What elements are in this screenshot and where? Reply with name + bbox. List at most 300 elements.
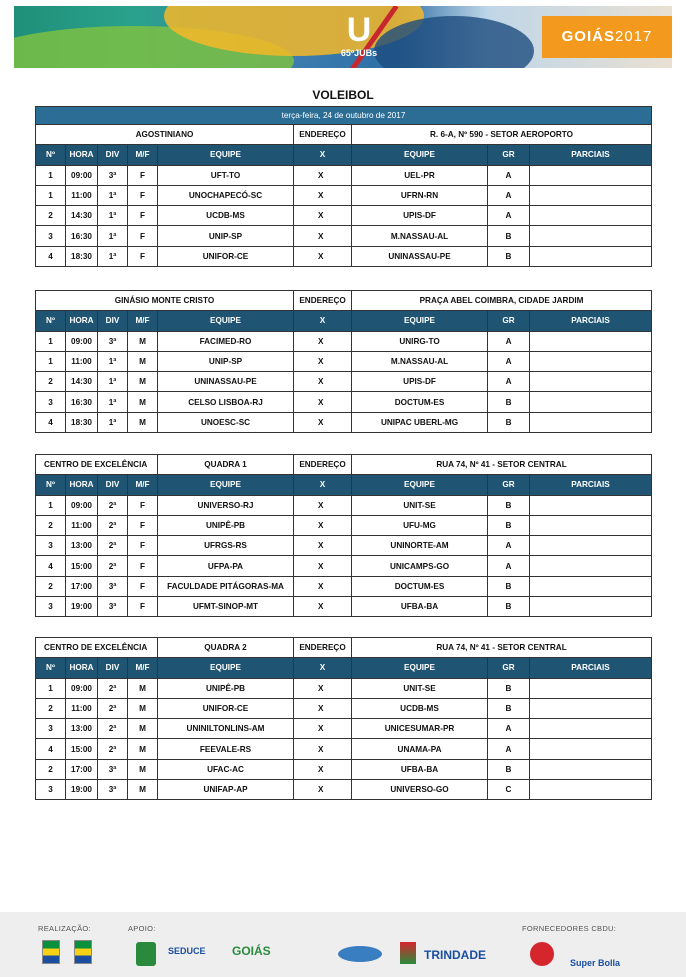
- game-gender: F: [128, 185, 158, 205]
- team-home: UNIPÊ-PB: [158, 515, 294, 535]
- team-away: UNINORTE-AM: [352, 536, 488, 556]
- header-banner: [14, 6, 672, 68]
- versus-mark: X: [294, 556, 352, 576]
- game-group: A: [488, 331, 530, 351]
- game-time: 11:00: [66, 351, 98, 371]
- game-group: A: [488, 739, 530, 759]
- versus-mark: X: [294, 372, 352, 392]
- table-row: [36, 698, 652, 718]
- game-division: 3ª: [98, 780, 128, 800]
- goias-state-logo: GOIÁS: [232, 944, 271, 958]
- game-division: 3ª: [98, 331, 128, 351]
- game-time: 09:00: [66, 331, 98, 351]
- game-time: 18:30: [66, 412, 98, 432]
- team-away: DOCTUM-ES: [352, 392, 488, 412]
- versus-mark: X: [294, 206, 352, 226]
- table-row: [36, 780, 652, 800]
- team-away: UFRN-RN: [352, 185, 488, 205]
- table-row: [36, 331, 652, 351]
- team-away: UEL-PR: [352, 165, 488, 185]
- game-number: 2: [36, 759, 66, 779]
- game-group: B: [488, 576, 530, 596]
- penalty-ball-icon: [530, 942, 554, 966]
- game-time: 14:30: [66, 372, 98, 392]
- team-away: M.NASSAU-AL: [352, 226, 488, 246]
- team-away: UFBA-BA: [352, 759, 488, 779]
- prefeitura-goiania-logo: [136, 942, 156, 966]
- game-group: B: [488, 246, 530, 266]
- column-header-equipe1: EQUIPE: [158, 475, 294, 495]
- team-home: UFAC-AC: [158, 759, 294, 779]
- venue-header-row: [36, 638, 652, 658]
- game-partials: [530, 206, 652, 226]
- venue-header-row: [36, 291, 652, 311]
- venue-schedule-table: [35, 290, 652, 433]
- venue-address: RUA 74, Nº 41 - SETOR CENTRAL: [352, 638, 652, 658]
- game-partials: [530, 392, 652, 412]
- game-number: 4: [36, 556, 66, 576]
- team-away: UNICESUMAR-PR: [352, 719, 488, 739]
- versus-mark: X: [294, 246, 352, 266]
- versus-mark: X: [294, 495, 352, 515]
- game-gender: M: [128, 412, 158, 432]
- game-time: 19:00: [66, 780, 98, 800]
- venue-header-row: [36, 125, 652, 145]
- game-partials: [530, 372, 652, 392]
- game-number: 2: [36, 206, 66, 226]
- team-home: UNOCHAPECÓ-SC: [158, 185, 294, 205]
- team-away: UFBA-BA: [352, 597, 488, 617]
- game-gender: M: [128, 351, 158, 371]
- team-away: UNIVERSO-GO: [352, 780, 488, 800]
- game-number: 4: [36, 412, 66, 432]
- game-group: A: [488, 206, 530, 226]
- game-group: B: [488, 759, 530, 779]
- team-away: UNIPAC UBERL-MG: [352, 412, 488, 432]
- column-header-gr: GR: [488, 475, 530, 495]
- game-number: 1: [36, 678, 66, 698]
- game-time: 11:00: [66, 185, 98, 205]
- brand-prefix: GOIÁS: [561, 28, 615, 45]
- game-number: 1: [36, 185, 66, 205]
- goias-2017-brand: [542, 16, 672, 58]
- team-away: UNIT-SE: [352, 495, 488, 515]
- table-row: [36, 246, 652, 266]
- table-row: [36, 759, 652, 779]
- team-home: UNIFAP-AP: [158, 780, 294, 800]
- game-partials: [530, 495, 652, 515]
- game-gender: F: [128, 576, 158, 596]
- game-division: 2ª: [98, 739, 128, 759]
- versus-mark: X: [294, 719, 352, 739]
- game-gender: F: [128, 495, 158, 515]
- game-division: 3ª: [98, 759, 128, 779]
- game-time: 09:00: [66, 165, 98, 185]
- column-header-hora: HORA: [66, 658, 98, 678]
- game-division: 3ª: [98, 576, 128, 596]
- date-cell: terça-feira, 24 de outubro de 2017: [36, 107, 652, 125]
- game-partials: [530, 719, 652, 739]
- team-home: UFRGS-RS: [158, 536, 294, 556]
- versus-mark: X: [294, 597, 352, 617]
- versus-mark: X: [294, 392, 352, 412]
- team-home: UCDB-MS: [158, 206, 294, 226]
- column-header-x: X: [294, 311, 352, 331]
- team-home: FACULDADE PITÁGORAS-MA: [158, 576, 294, 596]
- game-division: 3ª: [98, 165, 128, 185]
- game-group: B: [488, 412, 530, 432]
- column-header-equipe1: EQUIPE: [158, 658, 294, 678]
- column-header-n: Nº: [36, 658, 66, 678]
- endereco-label: ENDEREÇO: [294, 455, 352, 475]
- team-home: UNIPÊ-PB: [158, 678, 294, 698]
- table-row: [36, 226, 652, 246]
- game-group: B: [488, 597, 530, 617]
- table-row: [36, 597, 652, 617]
- game-group: B: [488, 515, 530, 535]
- game-number: 1: [36, 165, 66, 185]
- column-header-row: [36, 658, 652, 678]
- game-time: 16:30: [66, 392, 98, 412]
- venue-court: QUADRA 2: [158, 638, 294, 658]
- column-header-equipe2: EQUIPE: [352, 311, 488, 331]
- game-division: 2ª: [98, 719, 128, 739]
- trindade-emblem-icon: [400, 942, 416, 964]
- column-header-div: DIV: [98, 658, 128, 678]
- game-partials: [530, 597, 652, 617]
- game-division: 1ª: [98, 185, 128, 205]
- versus-mark: X: [294, 226, 352, 246]
- game-gender: M: [128, 331, 158, 351]
- game-time: 18:30: [66, 246, 98, 266]
- team-home: UFPA-PA: [158, 556, 294, 576]
- game-division: 1ª: [98, 226, 128, 246]
- super-bolla-logo: Super Bolla: [570, 958, 621, 968]
- column-header-parciais: PARCIAIS: [530, 658, 652, 678]
- team-home: UNINASSAU-PE: [158, 372, 294, 392]
- game-partials: [530, 536, 652, 556]
- team-home: FACIMED-RO: [158, 331, 294, 351]
- game-gender: M: [128, 719, 158, 739]
- column-header-mf: M/F: [128, 145, 158, 165]
- game-partials: [530, 246, 652, 266]
- game-partials: [530, 780, 652, 800]
- game-group: A: [488, 719, 530, 739]
- game-time: 15:00: [66, 556, 98, 576]
- game-number: 1: [36, 495, 66, 515]
- game-group: B: [488, 392, 530, 412]
- venue-schedule-table: [35, 106, 652, 267]
- column-header-x: X: [294, 145, 352, 165]
- jubs-logo-text: 65ºJUBs: [340, 48, 378, 58]
- game-division: 1ª: [98, 372, 128, 392]
- game-gender: M: [128, 698, 158, 718]
- game-time: 09:00: [66, 678, 98, 698]
- venue-name: CENTRO DE EXCELÊNCIA: [36, 455, 158, 475]
- game-partials: [530, 351, 652, 371]
- game-partials: [530, 678, 652, 698]
- column-header-gr: GR: [488, 311, 530, 331]
- column-header-parciais: PARCIAIS: [530, 145, 652, 165]
- game-gender: F: [128, 597, 158, 617]
- game-division: 2ª: [98, 495, 128, 515]
- team-home: UNOESC-SC: [158, 412, 294, 432]
- team-away: UNIT-SE: [352, 678, 488, 698]
- game-number: 3: [36, 536, 66, 556]
- column-header-div: DIV: [98, 475, 128, 495]
- versus-mark: X: [294, 678, 352, 698]
- game-gender: F: [128, 515, 158, 535]
- venue-header-row: [36, 455, 652, 475]
- versus-mark: X: [294, 412, 352, 432]
- game-gender: M: [128, 392, 158, 412]
- team-home: UNIVERSO-RJ: [158, 495, 294, 515]
- column-header-div: DIV: [98, 145, 128, 165]
- column-header-n: Nº: [36, 475, 66, 495]
- seduce-logo: SEDUCE: [168, 946, 206, 956]
- game-time: 17:00: [66, 576, 98, 596]
- team-away: UPIS-DF: [352, 372, 488, 392]
- game-partials: [530, 556, 652, 576]
- column-header-row: [36, 311, 652, 331]
- versus-mark: X: [294, 576, 352, 596]
- table-row: [36, 495, 652, 515]
- venue-address: RUA 74, Nº 41 - SETOR CENTRAL: [352, 455, 652, 475]
- versus-mark: X: [294, 515, 352, 535]
- column-header-mf: M/F: [128, 311, 158, 331]
- game-gender: M: [128, 739, 158, 759]
- game-number: 4: [36, 739, 66, 759]
- game-number: 4: [36, 246, 66, 266]
- game-number: 3: [36, 392, 66, 412]
- date-row: [36, 107, 652, 125]
- game-time: 11:00: [66, 698, 98, 718]
- team-away: UCDB-MS: [352, 698, 488, 718]
- jubs-logo: [329, 12, 389, 64]
- brand-year: 2017: [614, 28, 653, 45]
- column-header-div: DIV: [98, 311, 128, 331]
- game-time: 11:00: [66, 515, 98, 535]
- column-header-hora: HORA: [66, 145, 98, 165]
- game-division: 1ª: [98, 412, 128, 432]
- game-group: A: [488, 185, 530, 205]
- endereco-label: ENDEREÇO: [294, 291, 352, 311]
- game-number: 2: [36, 576, 66, 596]
- sponsor-footer: [0, 912, 686, 977]
- column-header-equipe1: EQUIPE: [158, 311, 294, 331]
- page-title: VOLEIBOL: [312, 88, 374, 102]
- game-gender: F: [128, 246, 158, 266]
- brasil-esporte-logo: [338, 946, 382, 962]
- game-division: 2ª: [98, 536, 128, 556]
- column-header-parciais: PARCIAIS: [530, 311, 652, 331]
- table-row: [36, 515, 652, 535]
- column-header-gr: GR: [488, 145, 530, 165]
- game-group: B: [488, 226, 530, 246]
- team-away: UPIS-DF: [352, 206, 488, 226]
- game-group: A: [488, 372, 530, 392]
- game-division: 2ª: [98, 678, 128, 698]
- game-gender: F: [128, 165, 158, 185]
- brasil-flag-logo: [42, 940, 60, 964]
- column-header-mf: M/F: [128, 658, 158, 678]
- team-home: UNINILTONLINS-AM: [158, 719, 294, 739]
- versus-mark: X: [294, 698, 352, 718]
- column-header-equipe2: EQUIPE: [352, 658, 488, 678]
- game-division: 3ª: [98, 597, 128, 617]
- jubs-logo-letter: U: [346, 11, 372, 49]
- column-header-hora: HORA: [66, 311, 98, 331]
- column-header-n: Nº: [36, 311, 66, 331]
- table-row: [36, 392, 652, 412]
- team-away: UNAMA-PA: [352, 739, 488, 759]
- column-header-x: X: [294, 475, 352, 495]
- game-gender: F: [128, 536, 158, 556]
- column-header-parciais: PARCIAIS: [530, 475, 652, 495]
- game-number: 3: [36, 719, 66, 739]
- venue-address: R. 6-A, Nº 590 - SETOR AEROPORTO: [352, 125, 652, 145]
- team-home: UNIP-SP: [158, 226, 294, 246]
- game-gender: M: [128, 678, 158, 698]
- column-header-mf: M/F: [128, 475, 158, 495]
- table-row: [36, 739, 652, 759]
- game-time: 13:00: [66, 536, 98, 556]
- column-header-row: [36, 145, 652, 165]
- team-away: M.NASSAU-AL: [352, 351, 488, 371]
- endereco-label: ENDEREÇO: [294, 638, 352, 658]
- column-header-n: Nº: [36, 145, 66, 165]
- table-row: [36, 576, 652, 596]
- game-partials: [530, 412, 652, 432]
- game-partials: [530, 165, 652, 185]
- game-partials: [530, 185, 652, 205]
- table-row: [36, 412, 652, 432]
- game-partials: [530, 576, 652, 596]
- game-time: 16:30: [66, 226, 98, 246]
- realizacao-label: REALIZAÇÃO:: [38, 924, 91, 933]
- table-row: [36, 556, 652, 576]
- game-time: 17:00: [66, 759, 98, 779]
- endereco-label: ENDEREÇO: [294, 125, 352, 145]
- versus-mark: X: [294, 780, 352, 800]
- column-header-equipe2: EQUIPE: [352, 145, 488, 165]
- team-home: UNIFOR-CE: [158, 698, 294, 718]
- venue-name: CENTRO DE EXCELÊNCIA: [36, 638, 158, 658]
- venue-court: QUADRA 1: [158, 455, 294, 475]
- game-group: A: [488, 536, 530, 556]
- game-number: 1: [36, 331, 66, 351]
- goias-flag-logo: [74, 940, 92, 964]
- game-group: B: [488, 678, 530, 698]
- team-away: UNINASSAU-PE: [352, 246, 488, 266]
- game-time: 14:30: [66, 206, 98, 226]
- column-header-hora: HORA: [66, 475, 98, 495]
- game-partials: [530, 331, 652, 351]
- versus-mark: X: [294, 536, 352, 556]
- game-division: 1ª: [98, 351, 128, 371]
- versus-mark: X: [294, 185, 352, 205]
- venue-name: AGOSTINIANO: [36, 125, 294, 145]
- game-division: 2ª: [98, 515, 128, 535]
- venue-address: PRAÇA ABEL COIMBRA, CIDADE JARDIM: [352, 291, 652, 311]
- table-row: [36, 719, 652, 739]
- game-number: 1: [36, 351, 66, 371]
- venue-name: GINÁSIO MONTE CRISTO: [36, 291, 294, 311]
- table-row: [36, 185, 652, 205]
- game-number: 2: [36, 698, 66, 718]
- team-home: FEEVALE-RS: [158, 739, 294, 759]
- versus-mark: X: [294, 331, 352, 351]
- venue-schedule-table: [35, 454, 652, 617]
- column-header-equipe2: EQUIPE: [352, 475, 488, 495]
- versus-mark: X: [294, 165, 352, 185]
- game-partials: [530, 515, 652, 535]
- game-partials: [530, 226, 652, 246]
- game-gender: F: [128, 556, 158, 576]
- game-number: 3: [36, 597, 66, 617]
- fornecedores-label: FORNECEDORES CBDU:: [522, 924, 617, 933]
- game-division: 2ª: [98, 556, 128, 576]
- team-home: UFMT-SINOP-MT: [158, 597, 294, 617]
- game-group: A: [488, 165, 530, 185]
- table-row: [36, 372, 652, 392]
- game-partials: [530, 759, 652, 779]
- team-away: UNICAMPS-GO: [352, 556, 488, 576]
- game-gender: F: [128, 226, 158, 246]
- team-home: UNIP-SP: [158, 351, 294, 371]
- game-time: 19:00: [66, 597, 98, 617]
- game-gender: M: [128, 372, 158, 392]
- versus-mark: X: [294, 739, 352, 759]
- game-partials: [530, 698, 652, 718]
- game-gender: F: [128, 206, 158, 226]
- game-group: A: [488, 556, 530, 576]
- game-gender: M: [128, 759, 158, 779]
- game-group: A: [488, 351, 530, 371]
- table-row: [36, 536, 652, 556]
- versus-mark: X: [294, 759, 352, 779]
- table-row: [36, 165, 652, 185]
- game-division: 2ª: [98, 698, 128, 718]
- game-number: 2: [36, 372, 66, 392]
- team-home: UNIFOR-CE: [158, 246, 294, 266]
- game-group: B: [488, 698, 530, 718]
- apoio-label: APOIO:: [128, 924, 156, 933]
- team-home: CELSO LISBOA-RJ: [158, 392, 294, 412]
- game-time: 15:00: [66, 739, 98, 759]
- team-away: UNIRG-TO: [352, 331, 488, 351]
- game-time: 09:00: [66, 495, 98, 515]
- game-partials: [530, 739, 652, 759]
- game-gender: M: [128, 780, 158, 800]
- column-header-row: [36, 475, 652, 495]
- venue-schedule-table: [35, 637, 652, 800]
- game-group: C: [488, 780, 530, 800]
- versus-mark: X: [294, 351, 352, 371]
- game-number: 3: [36, 780, 66, 800]
- column-header-equipe1: EQUIPE: [158, 145, 294, 165]
- game-number: 3: [36, 226, 66, 246]
- game-number: 2: [36, 515, 66, 535]
- game-division: 1ª: [98, 246, 128, 266]
- game-group: B: [488, 495, 530, 515]
- team-home: UFT-TO: [158, 165, 294, 185]
- game-division: 1ª: [98, 392, 128, 412]
- column-header-gr: GR: [488, 658, 530, 678]
- team-away: UFU-MG: [352, 515, 488, 535]
- game-division: 1ª: [98, 206, 128, 226]
- team-away: DOCTUM-ES: [352, 576, 488, 596]
